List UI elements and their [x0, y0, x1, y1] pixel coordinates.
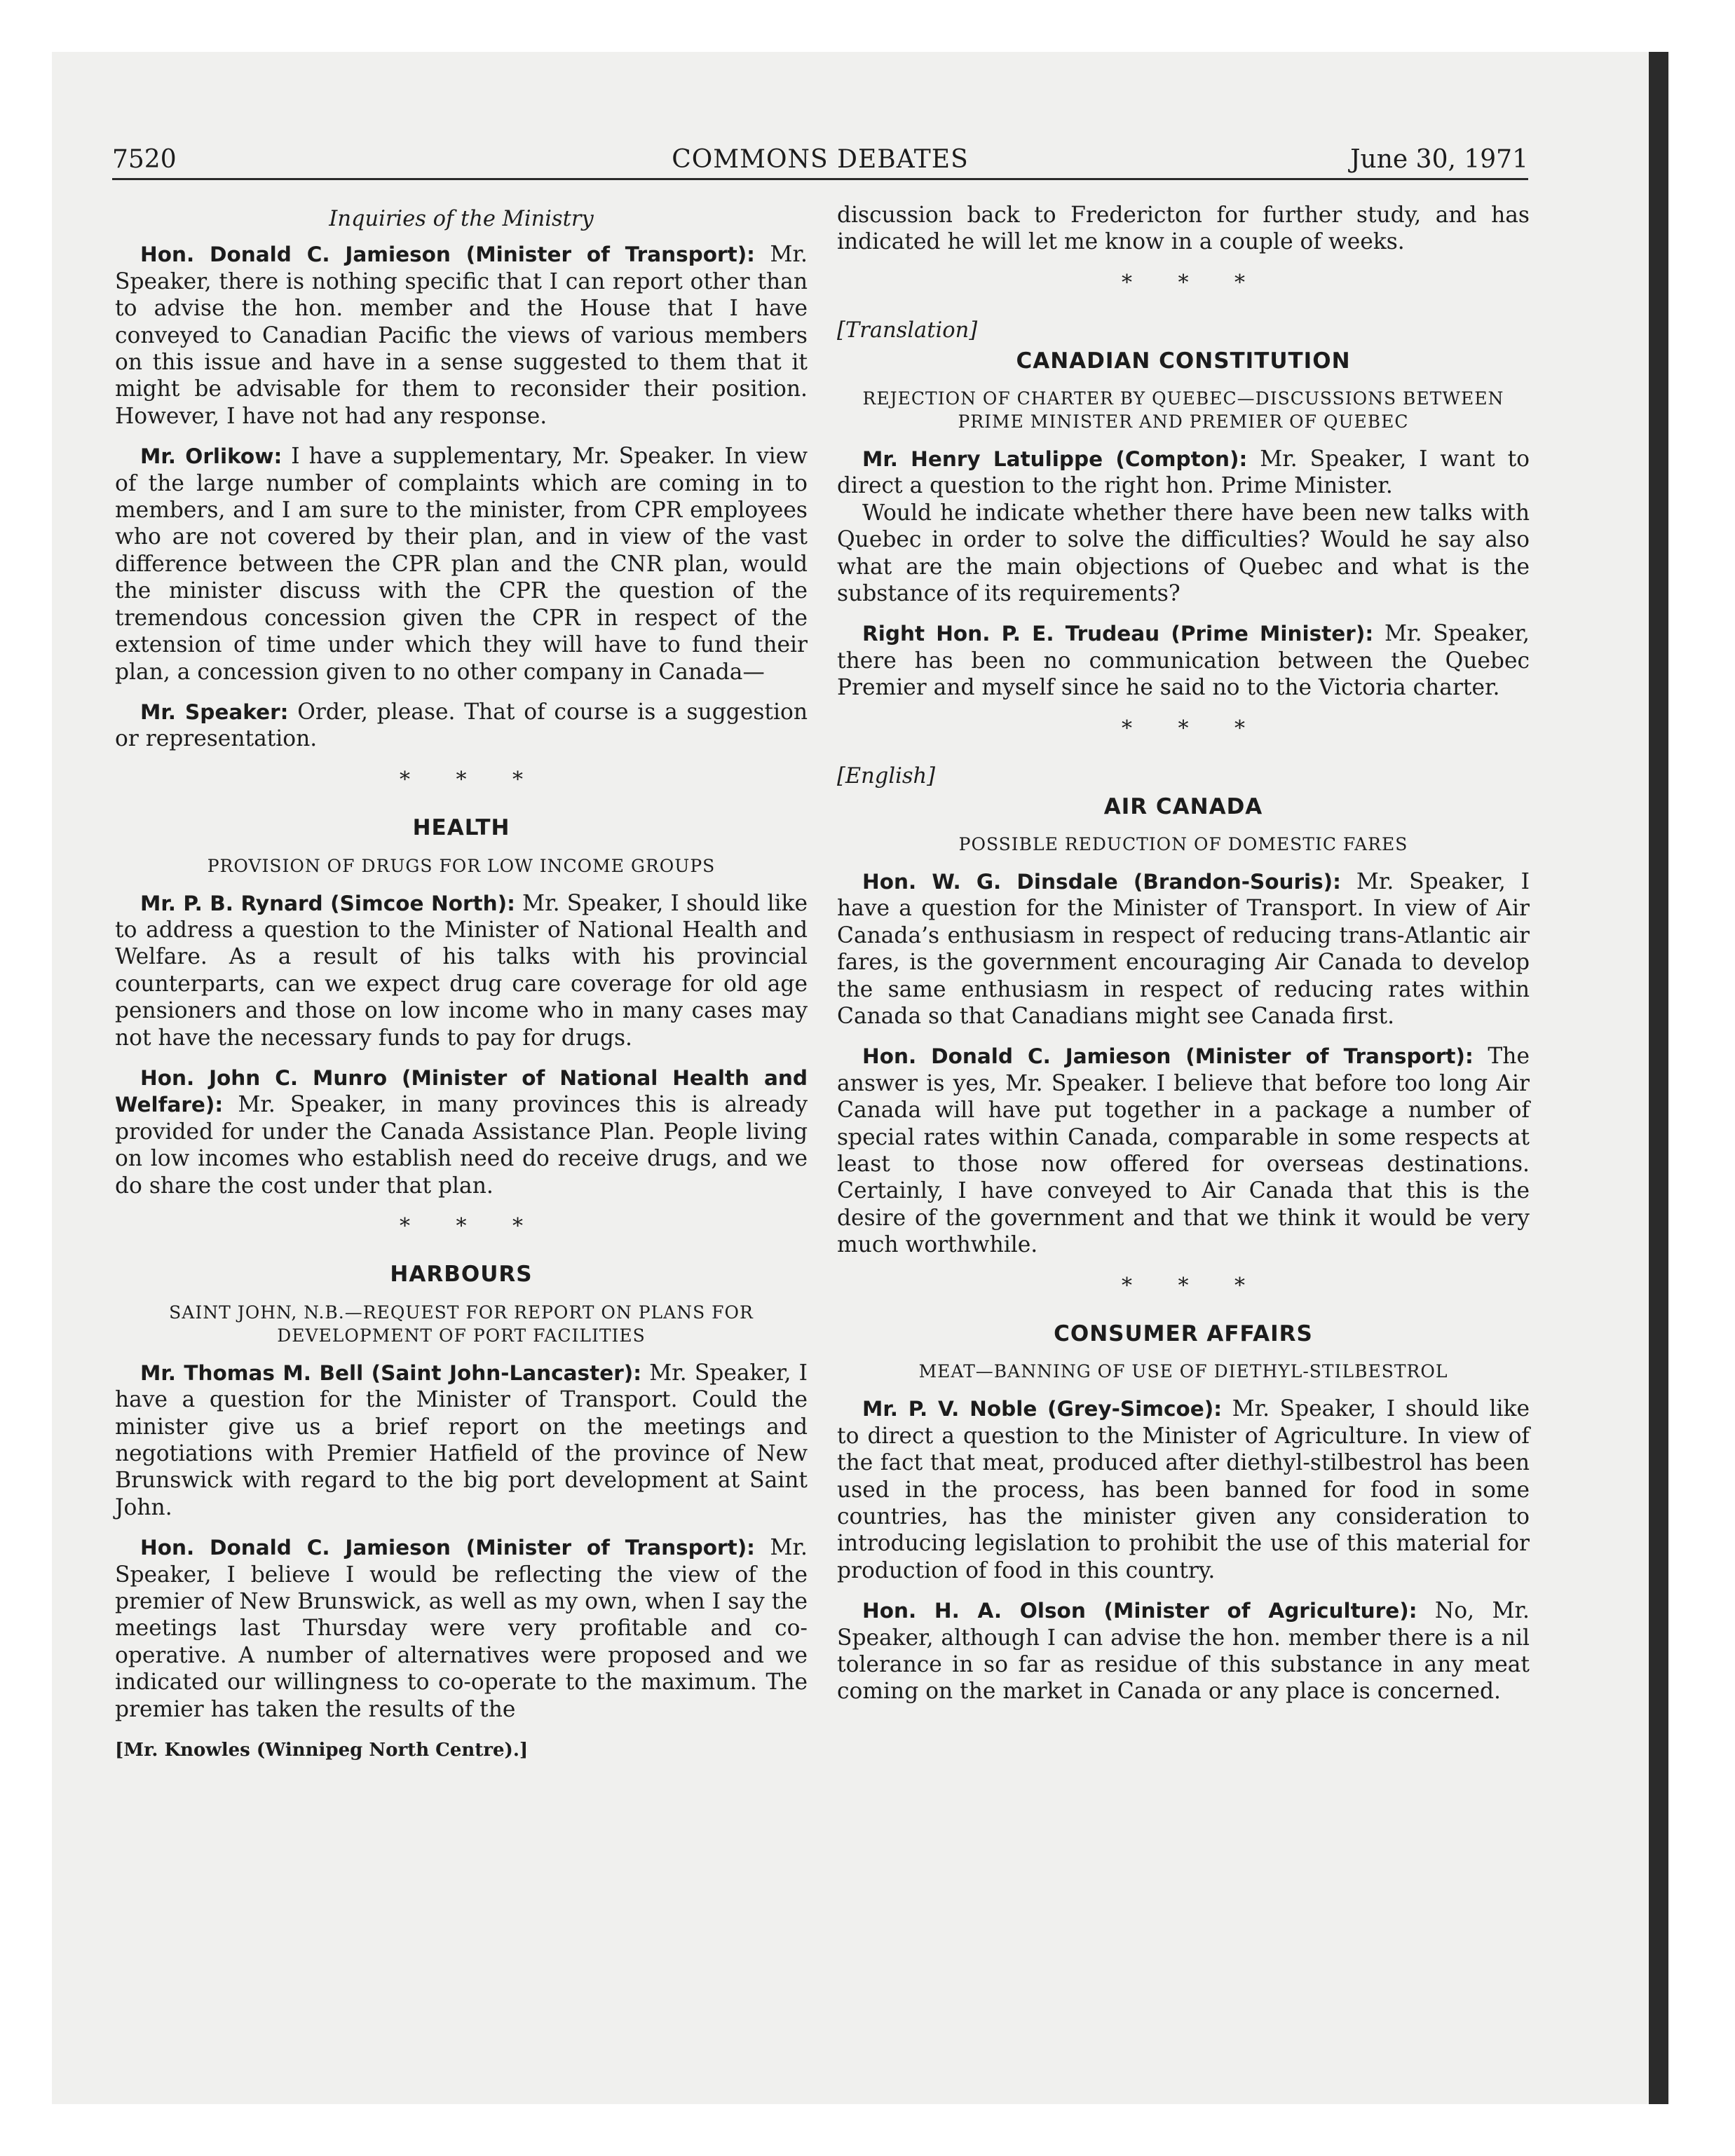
- paragraph: [837, 620, 1530, 701]
- paragraph: [115, 1360, 808, 1521]
- speaker-name: Mr. Speaker:: [140, 700, 289, 724]
- section-separator: * * *: [399, 767, 543, 792]
- paragraph: [837, 1043, 1530, 1258]
- section-heading-consumer-affairs: CONSUMER AFFAIRS: [1054, 1321, 1313, 1346]
- subheading-fares: POSSIBLE REDUCTION OF DOMESTIC FARES: [958, 833, 1408, 854]
- speech-text: Mr. Speaker, I believe I would be reflecting the view of the premier of New Brunswick, as well as my own, when I say the meetings last Thursday were very profitable and co-operative. A number of alternatives were proposed and we indicated our willingness to co-operate to the maximum. The premier has taken the results of the: [115, 1535, 808, 1722]
- section-separator: * * *: [1121, 1273, 1265, 1298]
- subheading-charter: REJECTION OF CHARTER BY QUEBEC—DISCUSSIONS BETWEEN PRIME MINISTER AND PREMIER OF QUEBEC: [862, 388, 1504, 432]
- page-header: [112, 143, 1528, 180]
- subheading-saint-john: SAINT JOHN, N.B.—REQUEST FOR REPORT ON PLANS FOR DEVELOPMENT OF PORT FACILITIES: [169, 1302, 754, 1346]
- page-date: June 30, 1971: [1350, 145, 1528, 174]
- paragraph: [115, 1534, 808, 1723]
- speech-text: Mr. Speaker, I should like to direct a question to the Minister of Agriculture. In view of the fact that meat, produced after diethyl-stilbestrol has been used in the process, has been banned for food in some countries, has the minister given any consideration to introducing legislation to prohibit the use of this material for production of food in this country.: [837, 1396, 1530, 1583]
- paragraph: [115, 1065, 808, 1199]
- speech-text: Mr. Speaker, I should like to address a question to the Minister of National Health and Welfare. As a result of his talks with his provincial counterparts, can we expect drug care coverage for old age pensioners and those on low income who in many cases may not have the necessary funds to pay for drugs.: [115, 890, 808, 1051]
- section-separator: * * *: [1121, 716, 1265, 741]
- paragraph: [837, 1597, 1530, 1705]
- section-separator: * * *: [399, 1214, 543, 1239]
- paragraph: [837, 868, 1530, 1030]
- speaker-footnote: [Mr. Knowles (Winnipeg North Centre).]: [115, 1740, 529, 1761]
- publication-title: COMMONS DEBATES: [672, 145, 969, 174]
- page-number: 7520: [112, 145, 177, 174]
- speaker-name: Mr. Thomas M. Bell (Saint John-Lancaster):: [140, 1360, 642, 1385]
- section-separator: * * *: [1121, 270, 1265, 295]
- speaker-name: Mr. P. V. Noble (Grey-Simcoe):: [862, 1397, 1223, 1421]
- subheading-drugs: PROVISION OF DRUGS FOR LOW INCOME GROUPS: [207, 855, 716, 876]
- paragraph: [115, 241, 808, 430]
- translation-tag: [Translation]: [837, 318, 978, 343]
- speaker-name: Hon. Donald C. Jamieson (Minister of Transport):: [140, 1536, 755, 1560]
- speech-text: The answer is yes, Mr. Speaker. I believe that before too long Air Canada will have put together in a package a number of special rates within Canada, comparable in some respects at least to those now offered for overseas destinations. Certainly, I have conveyed to Air Canada that this is the desire of the government and that we think it would be very much worthwhile.: [837, 1044, 1530, 1258]
- paragraph: [115, 699, 808, 753]
- speaker-name: Mr. Henry Latulippe (Compton):: [862, 447, 1248, 472]
- paragraph: Would he indicate whether there have been new talks with Quebec in order to solve the difficulties? Would he say also what are the main objections of Quebec and what is the substance of its requirements?: [837, 500, 1530, 607]
- paragraph: [115, 890, 808, 1051]
- speech-text: Mr. Speaker, I have a question for the Minister of Transport. Could the minister give us a brief report on the meetings and negotiations with Premier Hatfield of the province of New Brunswick with regard to the big port development at Saint John.: [115, 1360, 808, 1520]
- speech-text: I have a supplementary, Mr. Speaker. In view of the large number of complaints which are coming in to members, and I am sure to the minister, from CPR employees who are not covered by their plan, and in view of the vast difference between the CPR plan and the CNR plan, would the minister discuss with the CPR the question of the tremendous concession given the CPR in respect of the extension of time under which they will have to fund their plan, a concession given to no other company in Canada—: [115, 444, 808, 685]
- speaker-name: Hon. W. G. Dinsdale (Brandon-Souris):: [862, 869, 1341, 894]
- section-heading-health: HEALTH: [412, 815, 510, 841]
- speaker-name: Hon. John C. Munro (Minister of National Health and Welfare):: [115, 1065, 808, 1117]
- section-heading-air-canada: AIR CANADA: [1103, 793, 1263, 819]
- subheading-meat: MEAT—BANNING OF USE OF DIETHYL-STILBESTROL: [918, 1361, 1448, 1382]
- right-column: [837, 202, 1530, 1719]
- speaker-name: Mr. Orlikow:: [140, 444, 283, 469]
- section-heading-harbours: HARBOURS: [390, 1262, 533, 1288]
- paragraph: [837, 1396, 1530, 1584]
- paragraph: [837, 446, 1530, 500]
- left-column: [115, 202, 808, 1764]
- speech-text: No, Mr. Speaker, although I can advise the hon. member there is a nil tolerance in so far as residue of this substance in any meat coming on the market in Canada or any place is concerned.: [837, 1598, 1530, 1705]
- speech-text: Mr. Speaker, I want to direct a question to the right hon. Prime Minister.: [837, 446, 1530, 499]
- paragraph-continuation: discussion back to Fredericton for further study, and has indicated he will let me know in a couple of weeks.: [837, 203, 1530, 255]
- speech-text: Mr. Speaker, there has been no communication between the Quebec Premier and myself since he said no to the Victoria charter.: [837, 621, 1530, 701]
- speaker-name: Hon. H. A. Olson (Minister of Agriculture):: [862, 1599, 1417, 1623]
- speaker-name: Right Hon. P. E. Trudeau (Prime Minister):: [862, 622, 1374, 646]
- speaker-name: Hon. Donald C. Jamieson (Minister of Transport):: [140, 243, 755, 267]
- scan-edge-shadow: [1649, 52, 1668, 2104]
- speech-text: Mr. Speaker, I have a question for the Minister of Transport. In view of Air Canada’s enthusiasm in respect of reducing trans-Atlantic air fares, is the government encouraging Air Canada to develop the same enthusiasm in respect of reducing rates within Canada so that Canadians might see Canada first.: [837, 868, 1530, 1029]
- speech-text: Mr. Speaker, there is nothing specific that I can report other than to advise the hon. member and the House that I have conveyed to Canadian Pacific the views of various members on this issue and have in a sense suggested to them that it might be advisable for them to reconsider their position. However, I have not had any response.: [115, 242, 808, 429]
- english-tag: [English]: [837, 764, 936, 789]
- speech-text: Order, please. That of course is a suggestion or representation.: [115, 699, 808, 752]
- speaker-name: Mr. P. B. Rynard (Simcoe North):: [140, 891, 515, 915]
- paragraph: [115, 443, 808, 685]
- section-heading-constitution: CANADIAN CONSTITUTION: [1016, 348, 1351, 374]
- speaker-name: Hon. Donald C. Jamieson (Minister of Transport):: [862, 1044, 1474, 1069]
- section-heading-inquiries: Inquiries of the Ministry: [329, 207, 594, 231]
- speech-text: Mr. Speaker, in many provinces this is already provided for under the Canada Assistance Plan. People living on low incomes who establish need do receive drugs, and we do share the cost under that plan.: [115, 1092, 808, 1199]
